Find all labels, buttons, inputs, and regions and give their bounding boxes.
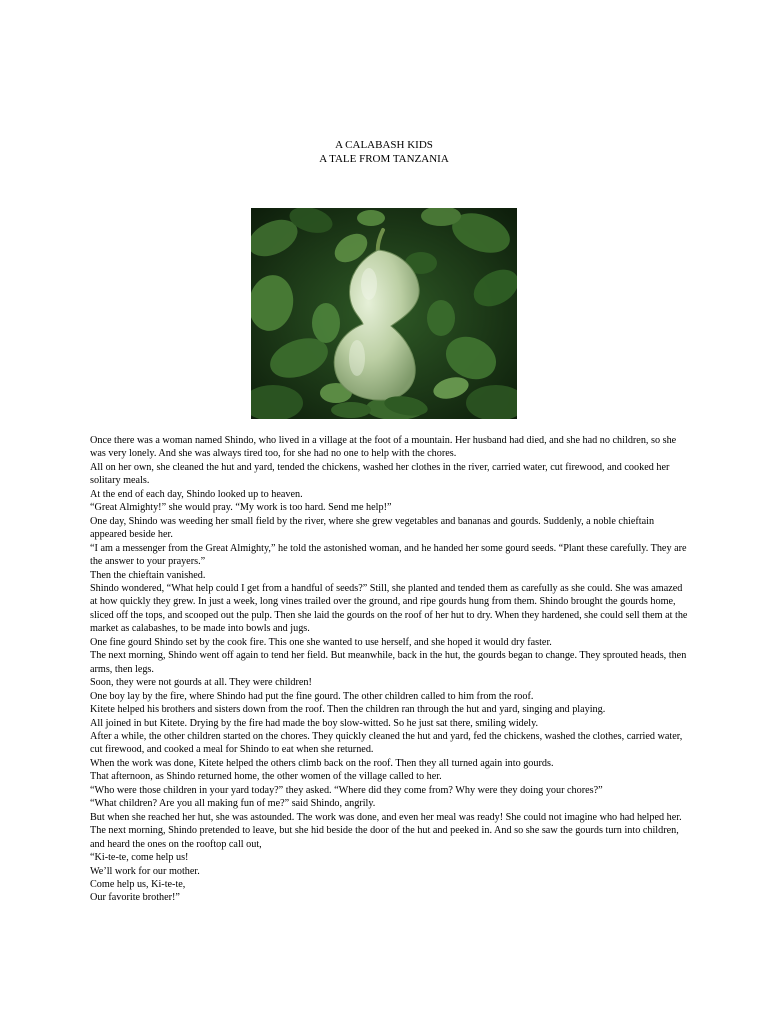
paragraph: Then the chieftain vanished. (90, 569, 206, 581)
paragraph: One day, Shindo was weeding her small field by the river, where she grew vegetables and bananas and gourds. Suddenly, a noble chieftain appeared beside her. (90, 515, 655, 541)
paragraph: The next morning, Shindo pretended to leave, but she hid beside the door of the hut and peeked in. And so she saw the gourds turn into children, and heard the ones on the rooftop call out, (90, 825, 679, 850)
paragraph: That afternoon, as Shindo returned home, the other women of the village called to her. (90, 771, 442, 783)
paragraph: At the end of each day, Shindo looked up to heaven. (90, 488, 303, 500)
paragraph: The next morning, Shindo went off again to tend her field. But meanwhile, back in the hut, the gourds began to change. They sprouted heads, then arms, then legs. (90, 650, 687, 675)
verse-line: “Ki-te-te, come help us! (90, 852, 189, 864)
paragraph: Once there was a woman named Shindo, who lived in a village at the foot of a mountain. Her husband had died, and she had no children, so she was very lonely. And she was always tired too, for she had no one to help with the chores. (90, 435, 677, 460)
paragraph: “What children? Are you all making fun of me?” said Shindo, angrily. (90, 798, 376, 810)
paragraph: After a while, the other children started on the chores. They quickly cleaned the hut and yard, fed the chickens, washed the clothes, carried water, cut firewood, and cooked a meal for Shindo to eat when she returned. (90, 730, 683, 756)
paragraph: “Great Almighty!” she would pray. “My work is too hard. Send me help!” (90, 502, 392, 514)
title-line-1: A CALABASH KIDS (335, 139, 433, 151)
document-title (0, 138, 768, 166)
verse-line: Our favorite brother!” (90, 892, 180, 904)
gourd-photo (251, 208, 517, 419)
paragraph: “Who were those children in your yard today?” they asked. “Where did they come from? Why were they doing your chores?” (90, 784, 603, 796)
paragraph: All on her own, she cleaned the hut and yard, tended the chickens, washed her clothes in the river, carried water, cut firewood, and cooked her solitary meals. (90, 461, 670, 487)
verse-line: We’ll work for our mother. (90, 865, 200, 877)
paragraph: “I am a messenger from the Great Almighty,” he told the astonished woman, and he handed her some gourd seeds. “Plant these carefully. They are the answer to your prayers.” (90, 542, 687, 568)
verse-line: Come help us, Ki-te-te, (90, 878, 186, 890)
story-body (90, 434, 690, 905)
paragraph: But when she reached her hut, she was astounded. The work was done, and even her meal was ready! She could not imagine who had helped her. (90, 811, 682, 823)
paragraph: When the work was done, Kitete helped the others climb back on the roof. Then they all turned again into gourds. (90, 757, 554, 769)
paragraph: All joined in but Kitete. Drying by the fire had made the boy slow-witted. So he just sat there, smiling widely. (90, 717, 539, 729)
paragraph: One boy lay by the fire, where Shindo had put the fine gourd. The other children called to him from the roof. (90, 690, 534, 702)
paragraph: One fine gourd Shindo set by the cook fire. This one she wanted to use herself, and she hoped it would dry faster. (90, 636, 552, 648)
paragraph: Kitete helped his brothers and sisters down from the roof. Then the children ran through the hut and yard, singing and playing. (90, 704, 606, 716)
title-line-2: A TALE FROM TANZANIA (319, 153, 449, 165)
paragraph: Shindo wondered, “What help could I get from a handful of seeds?” Still, she planted and tended them as carefully as she could. She was amazed at how quickly they grew. In just a week, long vines trailed over the ground, and ripe gourds hung from them. Shindo brought the gourds home, sliced off the tops, and scooped out the pulp. Then she laid the gourds on the roof of her hut to dry. When they hardened, she could sell them at the market as calabashes, to be made into bowls and jugs. (90, 582, 688, 635)
paragraph: Soon, they were not gourds at all. They were children! (90, 677, 312, 689)
